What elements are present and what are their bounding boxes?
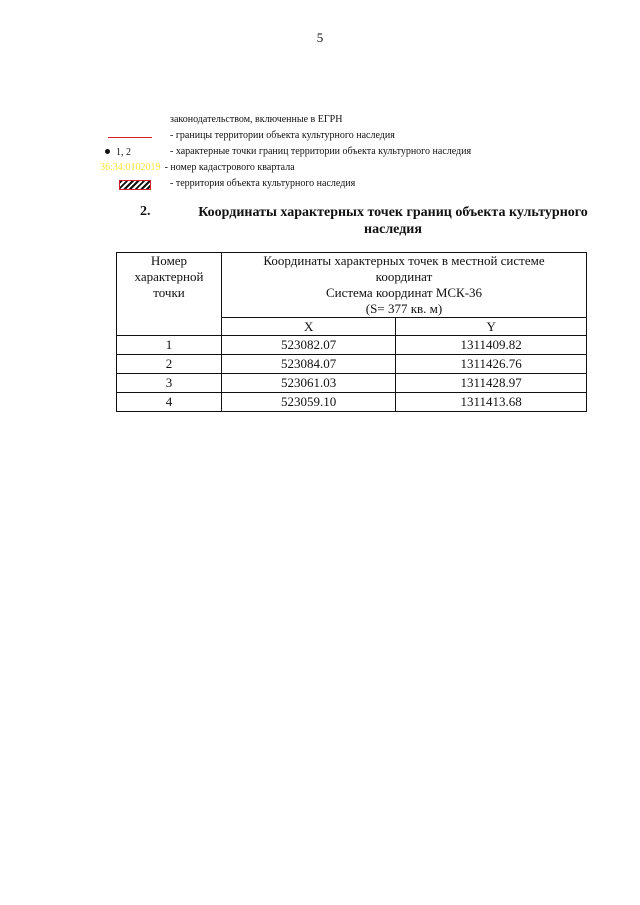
table-row	[117, 355, 587, 374]
cell-y: 1311413.68	[396, 393, 587, 412]
cell-y: 1311426.76	[396, 355, 587, 374]
table-row	[117, 336, 587, 355]
page-number: 5	[316, 30, 324, 45]
header-y: Y	[396, 318, 587, 336]
header-line: Система координат МСК-36	[325, 285, 483, 300]
cell-x: 523061.03	[222, 374, 396, 393]
header-line: точки	[153, 285, 185, 300]
section-title-line: наследия	[364, 222, 422, 237]
header-line: (S= 377 кв. м)	[365, 301, 443, 316]
section-number: 2.	[140, 204, 151, 219]
header-x: X	[222, 318, 396, 336]
section-title-line: Координаты характерных точек границ объекта культурного	[198, 205, 588, 220]
legend-item-text: - характерные точки границ территории объекта культурного наследия	[170, 146, 472, 157]
cell-point: 2	[117, 355, 222, 374]
legend-item-text: - границы территории объекта культурного наследия	[170, 130, 395, 141]
dot-icon	[105, 149, 110, 154]
coordinates-table	[116, 252, 587, 412]
section-title	[178, 204, 608, 238]
header-line: характерной	[134, 269, 204, 284]
cell-y: 1311428.97	[396, 374, 587, 393]
cell-point: 4	[117, 393, 222, 412]
header-line: Номер	[150, 253, 188, 268]
cell-y: 1311409.82	[396, 336, 587, 355]
legend-intro-text: законодательством, включенные в ЕГРН	[170, 114, 343, 125]
legend-item-text: - номер кадастрового квартала	[164, 162, 295, 173]
cadastral-number-marker	[100, 162, 295, 173]
cell-x: 523059.10	[222, 393, 396, 412]
red-boundary-line-icon	[108, 137, 152, 138]
header-point-number	[117, 253, 222, 336]
cadastral-number: 36:34:0102019	[100, 162, 161, 173]
table-row	[117, 393, 587, 412]
hatched-area-icon	[119, 180, 151, 190]
legend-item-text: - территория объекта культурного наследия	[170, 178, 356, 189]
table-row	[117, 374, 587, 393]
point-marker-label: 1, 2	[116, 147, 131, 158]
cell-x: 523082.07	[222, 336, 396, 355]
cell-x: 523084.07	[222, 355, 396, 374]
cell-point: 3	[117, 374, 222, 393]
cell-point: 1	[117, 336, 222, 355]
header-coordinates	[222, 253, 587, 318]
header-line: координат	[375, 269, 433, 284]
point-marker	[105, 147, 131, 158]
header-line: Координаты характерных точек в местной системе	[263, 253, 545, 268]
